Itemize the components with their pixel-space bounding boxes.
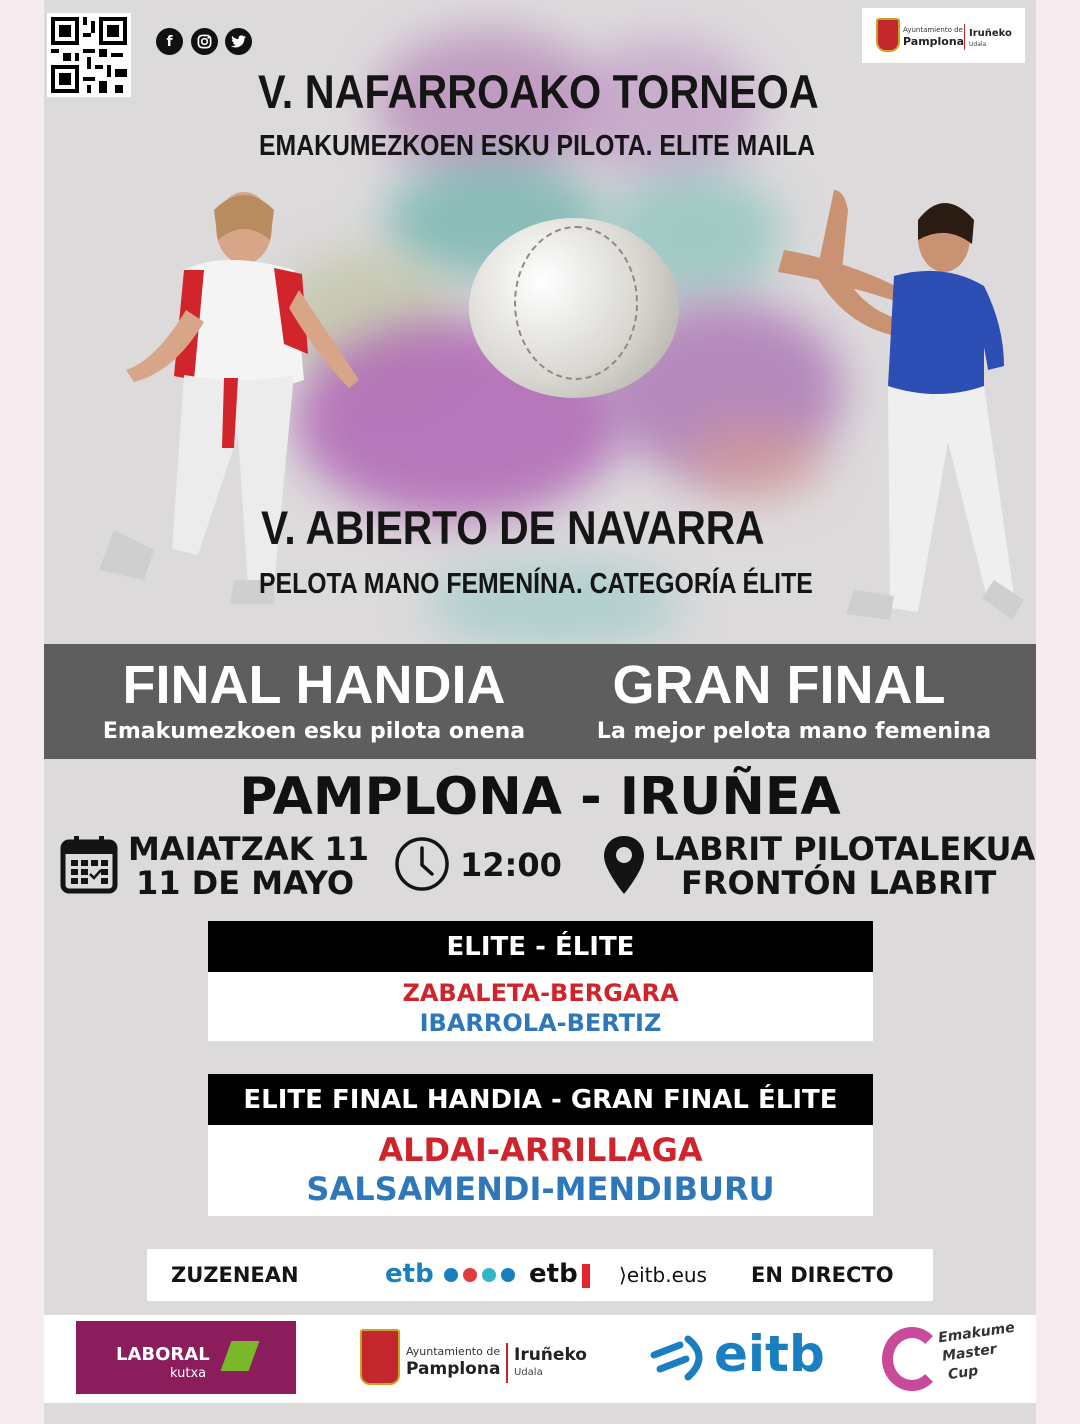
emakume-swirl-icon <box>882 1327 942 1391</box>
banner-left-subtitle: Emakumezkoen esku pilota onena <box>102 719 526 744</box>
location-pin-icon <box>602 834 646 896</box>
twitter-icon[interactable] <box>225 28 252 55</box>
broadcast-live-spanish: EN DIRECTO <box>751 1263 894 1287</box>
clock-icon <box>394 836 450 892</box>
etb-logo-bar <box>582 1264 590 1288</box>
footer-logo-divider <box>506 1343 508 1383</box>
footer-city-line1: Ayuntamiento de <box>406 1345 501 1358</box>
eu-subtitle: EMAKUMEZKOEN ESKU PILOTA. ELITE MAILA <box>259 130 816 162</box>
etb-channel-2-icon <box>463 1268 477 1282</box>
logo-divider <box>964 24 965 50</box>
facebook-icon[interactable]: f <box>156 28 183 55</box>
date-basque: MAIATZAK 11 <box>128 830 370 868</box>
qr-pattern <box>51 17 127 93</box>
etb-channel-1-icon <box>444 1268 458 1282</box>
event-city: PAMPLONA - IRUÑEA <box>239 767 841 827</box>
banner-right-title: GRAN FINAL <box>612 655 946 715</box>
sponsors-footer <box>44 1315 1036 1403</box>
match1-header: ELITE - ÉLITE <box>208 921 873 972</box>
footer-city-side1: Iruñeko <box>514 1345 587 1365</box>
emakume-line1: Emakume <box>937 1319 1016 1347</box>
laboral-mark-icon <box>221 1341 260 1371</box>
etb-channel-4-icon <box>501 1268 515 1282</box>
es-title: V. ABIERTO DE NAVARRA <box>261 501 765 554</box>
etb-channels-logo: etb <box>385 1259 434 1289</box>
etb-channel-3-icon <box>482 1268 496 1282</box>
laboral-line2: kutxa <box>170 1366 207 1381</box>
emakume-line3: Cup <box>947 1362 980 1384</box>
match2-team-red: ALDAI-ARRILLAGA <box>378 1131 703 1169</box>
banner-left-title: FINAL HANDIA <box>122 655 506 715</box>
logo-line2: Pamplona <box>903 35 965 48</box>
coat-of-arms-icon <box>876 18 900 52</box>
city-council-logo-footer <box>360 1325 620 1395</box>
etb-logo: etb <box>529 1259 578 1289</box>
laboral-kutxa-logo <box>76 1321 296 1394</box>
instagram-icon[interactable] <box>191 28 218 55</box>
match1-team-blue: IBARROLA-BERTIZ <box>419 1009 662 1037</box>
banner-right-subtitle: La mejor pelota mano femenina <box>596 719 992 744</box>
match2-body <box>208 1125 873 1216</box>
emakume-line2: Master <box>941 1341 998 1365</box>
logo-side1: Iruñeko <box>969 28 1012 39</box>
player-left-illustration <box>74 190 374 630</box>
es-subtitle: PELOTA MANO FEMENÍNA. CATEGORÍA ÉLITE <box>259 568 813 600</box>
poster <box>44 0 1036 1424</box>
logo-side2: Udala <box>969 41 987 48</box>
footer-city-line2: Pamplona <box>406 1359 501 1379</box>
logo-line1: Ayuntamiento de <box>903 26 963 34</box>
calendar-icon <box>60 834 118 894</box>
broadcast-strip <box>147 1249 933 1301</box>
venue-spanish: FRONTÓN LABRIT <box>681 864 997 902</box>
eitb-eus-text: eitb.eus <box>626 1263 707 1287</box>
match1-body <box>208 972 873 1041</box>
final-banner <box>44 644 1036 759</box>
venue-basque: LABRIT PILOTALEKUA <box>654 830 1036 868</box>
eitb-eus-logo: ⟩eitb.eus <box>619 1263 707 1287</box>
match1-team-red: ZABALETA-BERGARA <box>402 979 679 1007</box>
ball-seam <box>514 226 638 380</box>
city-council-logo <box>862 8 1025 63</box>
match2-team-blue: SALSAMENDI-MENDIBURU <box>306 1170 775 1208</box>
qr-code[interactable] <box>47 13 131 97</box>
eitb-logo <box>650 1323 840 1393</box>
coat-of-arms-footer-icon <box>360 1329 400 1385</box>
date-spanish: 11 DE MAYO <box>136 864 355 902</box>
eitb-text: eitb <box>714 1325 825 1383</box>
eitb-mark-icon <box>650 1335 712 1381</box>
eu-title: V. NAFARROAKO TORNEOA <box>258 65 819 118</box>
laboral-line1: LABORAL <box>116 1344 210 1365</box>
event-time: 12:00 <box>460 846 562 884</box>
match2-header: ELITE FINAL HANDIA - GRAN FINAL ÉLITE <box>208 1074 873 1125</box>
emakume-master-cup-logo <box>878 1319 1016 1397</box>
broadcast-live-basque: ZUZENEAN <box>171 1263 299 1287</box>
footer-city-side2: Udala <box>514 1367 543 1378</box>
